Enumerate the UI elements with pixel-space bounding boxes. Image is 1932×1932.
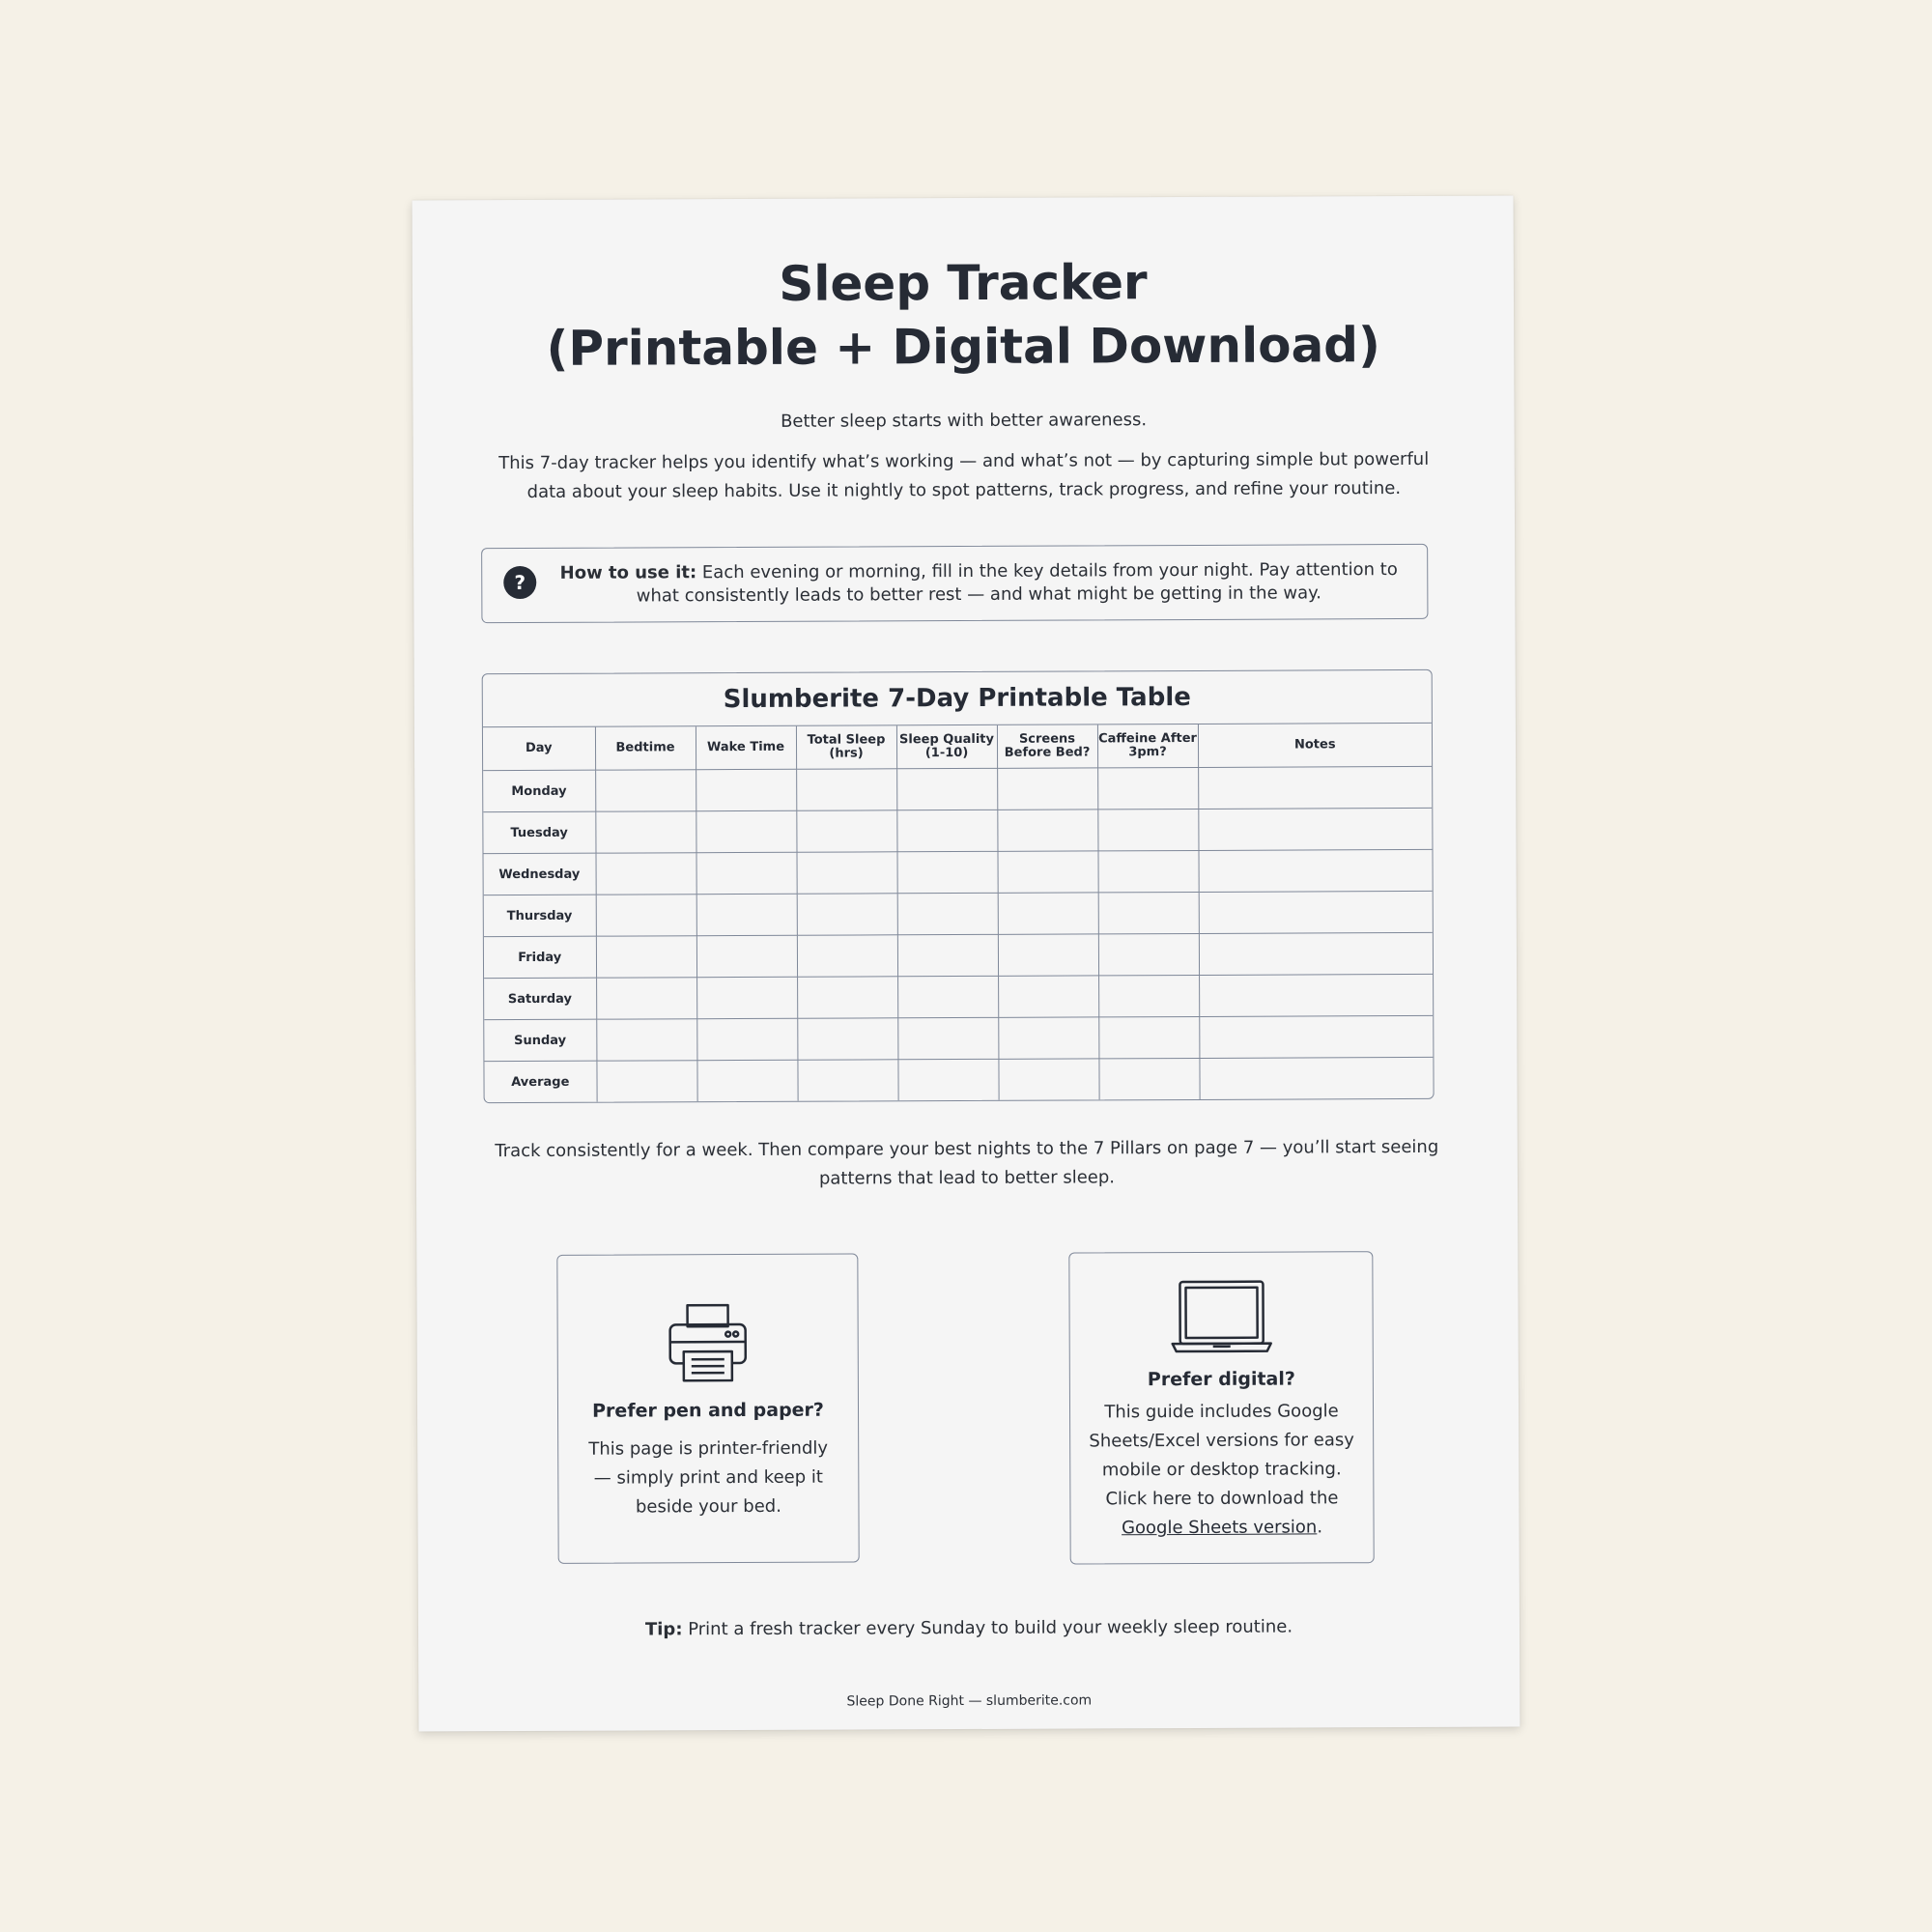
entry-cell[interactable]: [897, 893, 998, 934]
entry-cell[interactable]: [696, 852, 796, 894]
entry-cell[interactable]: [998, 1017, 1098, 1059]
printer-icon: [558, 1300, 858, 1388]
page-title: [412, 249, 1515, 382]
col-header-day: Day: [483, 727, 595, 771]
day-cell: Saturday: [484, 978, 596, 1020]
col-header-bedtime: Bedtime: [595, 726, 696, 770]
page-title-line1: Sleep Tracker: [779, 254, 1148, 312]
entry-cell[interactable]: [1098, 933, 1199, 975]
entry-cell[interactable]: [696, 1060, 797, 1101]
tip-label: Tip:: [644, 1619, 683, 1640]
entry-cell[interactable]: [797, 894, 897, 935]
table-row: [484, 932, 1433, 978]
col-header-screens: Screens Before Bed?: [997, 724, 1097, 768]
entry-cell[interactable]: [1199, 1015, 1433, 1058]
entry-cell[interactable]: [796, 810, 896, 852]
closing-paragraph: Track consistently for a week. Then compare your best nights to the 7 Pillars on page 7 — you’ll start seeing patterns that lead to better sleep.: [495, 1136, 1439, 1189]
entry-cell[interactable]: [1098, 892, 1199, 933]
col-header-total-sleep: Total Sleep (hrs): [796, 725, 896, 769]
entry-cell[interactable]: [696, 810, 796, 852]
print-card: [556, 1253, 859, 1563]
digital-card: [1068, 1251, 1374, 1564]
entry-cell[interactable]: [1199, 1057, 1433, 1099]
entry-cell[interactable]: [1198, 766, 1432, 809]
entry-cell[interactable]: [1199, 974, 1433, 1016]
table-row: [484, 1015, 1433, 1061]
entry-cell[interactable]: [595, 811, 696, 853]
tracker-page: [412, 196, 1520, 1732]
entry-cell[interactable]: [997, 768, 1097, 810]
footer: Sleep Done Right — slumberite.com: [846, 1692, 1093, 1710]
entry-cell[interactable]: [896, 851, 997, 893]
col-header-notes: Notes: [1198, 724, 1432, 768]
entry-cell[interactable]: [696, 1018, 797, 1060]
table-row: [484, 891, 1433, 936]
entry-cell[interactable]: [896, 810, 997, 851]
tracker-grid: [483, 724, 1434, 1102]
how-to-body: Each evening or morning, fill in the key details from your night. Pay attention to what consistently leads to better rest — and what might be getting in the way.: [636, 559, 1398, 607]
entry-cell[interactable]: [696, 977, 797, 1018]
entry-cell[interactable]: [896, 768, 997, 810]
tip-text: Print a fresh tracker every Sunday to build your weekly sleep routine.: [688, 1616, 1293, 1640]
entry-cell[interactable]: [998, 934, 1098, 976]
day-cell: Monday: [483, 770, 595, 812]
google-sheets-link[interactable]: Google Sheets version: [1122, 1517, 1318, 1539]
entry-cell[interactable]: [998, 1059, 1098, 1100]
entry-cell[interactable]: [1199, 891, 1433, 933]
entry-cell[interactable]: [796, 769, 896, 810]
entry-cell[interactable]: [1097, 767, 1198, 809]
how-to-label: How to use it:: [559, 562, 697, 583]
entry-cell[interactable]: [696, 935, 797, 977]
digital-card-body: [1082, 1397, 1362, 1543]
entry-cell[interactable]: [997, 851, 1097, 893]
entry-cell[interactable]: [696, 894, 797, 935]
day-cell: Wednesday: [483, 853, 595, 895]
entry-cell[interactable]: [1098, 1058, 1199, 1099]
tracker-table: [482, 669, 1435, 1103]
entry-cell[interactable]: [1097, 809, 1198, 850]
entry-cell[interactable]: [897, 1059, 998, 1100]
entry-cell[interactable]: [897, 976, 998, 1017]
table-header-row: [483, 724, 1432, 771]
entry-cell[interactable]: [596, 1061, 696, 1102]
entry-cell[interactable]: [596, 1019, 696, 1061]
table-row: [483, 808, 1432, 853]
page-title-line2: (Printable + Digital Download): [546, 317, 1381, 377]
entry-cell[interactable]: [797, 1060, 897, 1101]
entry-cell[interactable]: [596, 978, 696, 1019]
intro-paragraph: This 7-day tracker helps you identify what’s working — and what’s not — by capturing simple but powerful data about your sleep habits. Use it nightly to spot patterns, track progress, and refine your routine.: [498, 448, 1430, 502]
day-cell: Thursday: [484, 895, 596, 937]
day-cell: Tuesday: [483, 811, 595, 854]
entry-cell[interactable]: [998, 893, 1098, 934]
entry-cell[interactable]: [696, 769, 796, 810]
table-row: [484, 1057, 1433, 1102]
col-header-sleep-quality: Sleep Quality (1-10): [896, 725, 997, 769]
entry-cell[interactable]: [1199, 932, 1433, 975]
table-row: [484, 974, 1433, 1019]
day-cell: Friday: [484, 936, 596, 979]
entry-cell[interactable]: [595, 770, 696, 811]
entry-cell[interactable]: [1198, 808, 1432, 850]
table-row: [483, 849, 1432, 895]
col-header-caffeine: Caffeine After 3pm?: [1097, 724, 1198, 768]
entry-cell[interactable]: [595, 853, 696, 895]
laptop-icon: [1069, 1277, 1372, 1359]
entry-cell[interactable]: [596, 936, 696, 978]
tip-line: [418, 1616, 1520, 1641]
tagline: Better sleep starts with better awareness.: [781, 410, 1148, 432]
question-circle-icon: ?: [503, 566, 536, 599]
table-row: [483, 766, 1432, 811]
entry-cell[interactable]: [797, 1018, 897, 1060]
entry-cell[interactable]: [797, 935, 897, 977]
entry-cell[interactable]: [1198, 849, 1432, 892]
digital-card-period: .: [1317, 1517, 1323, 1538]
col-header-wake-time: Wake Time: [696, 726, 796, 770]
entry-cell[interactable]: [998, 976, 1098, 1017]
entry-cell[interactable]: [897, 934, 998, 976]
entry-cell[interactable]: [796, 852, 896, 894]
day-cell: Sunday: [484, 1019, 596, 1062]
entry-cell[interactable]: [997, 810, 1097, 851]
print-card-title: Prefer pen and paper?: [592, 1399, 824, 1422]
print-card-body: This page is printer-friendly — simply print and keep it beside your bed.: [588, 1437, 829, 1518]
digital-card-text: This guide includes Google Sheets/Excel versions for easy mobile or desktop tracking. Click here to download the: [1089, 1401, 1354, 1510]
day-cell: Average: [484, 1061, 596, 1102]
table-title: Slumberite 7-Day Printable Table: [483, 670, 1432, 727]
how-to-box: [481, 544, 1428, 623]
entry-cell[interactable]: [1097, 850, 1198, 892]
entry-cell[interactable]: [1098, 1016, 1199, 1058]
entry-cell[interactable]: [1098, 975, 1199, 1016]
entry-cell[interactable]: [596, 895, 696, 936]
entry-cell[interactable]: [797, 977, 897, 1018]
entry-cell[interactable]: [897, 1017, 998, 1059]
how-to-text: [550, 558, 1407, 609]
digital-card-title: Prefer digital?: [1147, 1368, 1295, 1391]
